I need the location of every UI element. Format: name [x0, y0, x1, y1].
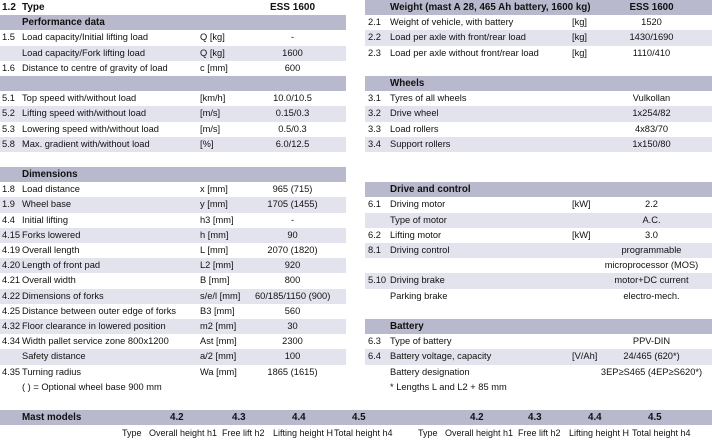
table-row: [365, 334, 712, 349]
row-number: 2.2: [368, 32, 381, 43]
section-header-wheels: [365, 76, 712, 91]
table-row: [365, 197, 712, 212]
row-symbol: [m/s]: [200, 123, 221, 134]
mast-columns-row: [0, 426, 712, 440]
row-unit: [kg]: [572, 32, 587, 43]
row-number: 6.3: [368, 336, 381, 347]
type-header-row: [0, 0, 346, 15]
row-value: 2300: [282, 336, 303, 347]
row-value: 1520: [641, 17, 662, 28]
table-row: [0, 137, 346, 152]
table-row: [365, 106, 712, 121]
table-row: [0, 61, 346, 76]
table-row: [365, 91, 712, 106]
row-value: 10.0/10.5: [273, 93, 312, 104]
column-header: Total height h4: [334, 428, 393, 438]
row-symbol: Wa [mm]: [200, 366, 237, 377]
row-label: Support rollers: [390, 138, 451, 149]
table-row: [0, 197, 346, 212]
row-symbol: h3 [mm]: [200, 214, 234, 225]
spacer-row: [365, 167, 712, 182]
table-row: [0, 273, 346, 288]
row-symbol: c [mm]: [200, 62, 228, 73]
section-divider: [0, 76, 346, 91]
row-value: -: [290, 32, 295, 43]
row-symbol: x [mm]: [200, 184, 228, 195]
column-header: Overall height h1: [149, 428, 218, 438]
row-symbol: m2 [mm]: [200, 320, 237, 331]
table-row: [365, 365, 712, 380]
row-value: 24/465 (620*): [623, 351, 680, 362]
row-value: PPV-DIN: [632, 336, 671, 347]
row-symbol: s/e/l [mm]: [200, 290, 241, 301]
row-value: 1865 (1615): [267, 366, 318, 377]
mast-models-header: [0, 410, 712, 425]
section-header-weight: [365, 0, 712, 15]
table-row: [365, 258, 712, 273]
mast-code: 4.4: [588, 412, 602, 423]
row-label: Driving brake: [390, 275, 445, 286]
table-row: [365, 137, 712, 152]
footnote-text: * Lengths L and L2 + 85 mm: [390, 381, 507, 392]
row-number: 1.8: [2, 184, 15, 195]
row-number: 5.2: [2, 108, 15, 119]
table-row: [365, 243, 712, 258]
section-header-performance: [0, 15, 346, 30]
table-row: [365, 228, 712, 243]
row-value: 90: [287, 229, 298, 240]
row-label: Driving control: [390, 245, 450, 255]
row-number: 1.9: [2, 199, 15, 210]
row-label: Lifting speed with/without load: [22, 108, 147, 119]
right-spec-column: [365, 0, 712, 395]
table-row: [0, 349, 346, 364]
table-row: [365, 349, 712, 364]
row-unit: [V/Ah]: [572, 351, 598, 362]
row-label: Type of motor: [390, 214, 447, 225]
row-value: -: [290, 214, 295, 225]
row-label: Load per axle without front/rear load: [390, 47, 539, 58]
row-number: 5.1: [2, 93, 15, 104]
table-row: [365, 46, 712, 61]
table-row: [0, 365, 346, 380]
table-row: [0, 243, 346, 258]
row-value: 3.0: [645, 229, 658, 240]
spacer-row: [365, 304, 712, 319]
mast-code: 4.2: [170, 412, 184, 423]
section-header-drive: [365, 182, 712, 197]
row-label: Overall length: [22, 245, 80, 255]
table-row: [365, 289, 712, 304]
row-value: 0.5/0.3: [278, 123, 307, 134]
section-title: Performance data: [22, 17, 105, 29]
row-value: 1705 (1455): [267, 199, 318, 210]
column-header: Free lift h2: [222, 428, 265, 438]
table-row: [0, 30, 346, 45]
mast-code: 4.4: [292, 412, 306, 423]
table-row: [0, 228, 346, 243]
row-label: Load per axle with front/rear load: [390, 32, 526, 43]
column-header: Overall height h1: [445, 428, 514, 438]
section-title: Weight (mast A 28, 465 Ah battery, 1600 kg): [390, 2, 591, 13]
row-label: Load distance: [22, 184, 80, 195]
row-label: Tyres of all wheels: [390, 93, 467, 104]
row-symbol: h [mm]: [200, 229, 229, 240]
row-number: 4.35: [2, 366, 21, 377]
row-symbol: a/2 [mm]: [200, 351, 237, 362]
row-symbol: y [mm]: [200, 199, 228, 210]
row-number: 4.19: [2, 245, 21, 255]
footnote-text: ( ) = Optional wheel base 900 mm: [22, 381, 162, 392]
row-number: 4.20: [2, 260, 21, 271]
section-title: Wheels: [390, 77, 425, 89]
row-label: Lifting motor: [390, 229, 442, 240]
row-value: 100: [284, 351, 301, 362]
section-header-battery: [365, 319, 712, 334]
row-number: 6.2: [368, 229, 381, 240]
row-number: 6.4: [368, 351, 381, 362]
row-label: Dimensions of forks: [22, 290, 104, 301]
table-row: [0, 213, 346, 228]
table-row: [0, 258, 346, 273]
table-row: [0, 304, 346, 319]
row-label: Load capacity/Initial lifting load: [22, 32, 149, 43]
spacer-row: [365, 152, 712, 167]
row-number: 4.15: [2, 229, 21, 240]
row-number: 4.22: [2, 290, 21, 301]
table-row: [0, 289, 346, 304]
row-value: 560: [284, 305, 301, 316]
table-row: [0, 182, 346, 197]
row-label: Parking brake: [390, 290, 448, 301]
row-number: 3.1: [368, 93, 381, 104]
row-label: Battery voltage, capacity: [390, 351, 492, 362]
row-value: microprocessor (MOS): [604, 260, 699, 271]
row-number: 4.4: [2, 214, 15, 225]
table-row: [365, 30, 712, 45]
row-symbol: L [mm]: [200, 245, 229, 255]
mast-code: 4.5: [352, 412, 366, 423]
row-number: 1.2: [2, 2, 16, 13]
column-header: Type: [418, 428, 438, 438]
row-unit: [kW]: [572, 199, 591, 210]
row-number: 3.4: [368, 138, 381, 149]
table-row: [365, 15, 712, 30]
row-symbol: Q [kg]: [200, 47, 225, 58]
row-unit: [kg]: [572, 17, 587, 28]
row-label: Distance between outer edge of forks: [22, 305, 177, 316]
table-row: [0, 319, 346, 334]
row-unit: [kg]: [572, 47, 587, 58]
column-header: Lifting height H: [569, 428, 630, 438]
row-number: 5.10: [368, 275, 387, 286]
table-row: [0, 46, 346, 61]
column-header: Free lift h2: [518, 428, 561, 438]
row-number: 5.8: [2, 138, 15, 149]
row-value: electro-mech.: [623, 290, 680, 301]
row-number: 6.1: [368, 199, 381, 210]
row-value: 1x150/80: [632, 138, 671, 149]
row-number: 4.25: [2, 305, 21, 316]
row-label: Floor clearance in lowered position: [22, 320, 166, 331]
row-label: Battery designation: [390, 366, 470, 377]
mast-code: 4.2: [470, 412, 484, 423]
row-label: Distance to centre of gravity of load: [22, 62, 168, 73]
row-label: Turning radius: [22, 366, 82, 377]
row-label: Type of battery: [390, 336, 452, 347]
row-unit: [kW]: [572, 229, 591, 240]
row-value: A.C.: [642, 214, 661, 225]
row-value: 600: [284, 62, 301, 73]
mast-code: 4.5: [648, 412, 662, 423]
column-header: Type: [122, 428, 142, 438]
table-row: [365, 122, 712, 137]
spacer-row: [0, 152, 346, 167]
row-symbol: Q [kg]: [200, 32, 225, 43]
row-value: 965 (715): [272, 184, 313, 195]
row-symbol: [km/h]: [200, 93, 226, 104]
row-label: Safety distance: [22, 351, 86, 362]
mast-code: 4.3: [232, 412, 246, 423]
section-header-dimensions: [0, 167, 346, 182]
row-number: 8.1: [368, 245, 381, 255]
table-row: [365, 213, 712, 228]
spacer-row: [365, 61, 712, 76]
section-title: Battery: [390, 320, 424, 332]
row-value: 0.15/0.3: [275, 108, 310, 119]
row-symbol: B3 [mm]: [200, 305, 235, 316]
row-symbol: B [mm]: [200, 275, 230, 286]
row-number: 4.21: [2, 275, 21, 286]
row-number: 1.5: [2, 32, 15, 43]
model-name: ESS 1600: [269, 2, 316, 13]
row-symbol: [m/s]: [200, 108, 221, 119]
row-value: 1430/1690: [629, 32, 674, 43]
row-number: 4.34: [2, 336, 21, 347]
row-label: Forks lowered: [22, 229, 81, 240]
section-title: Drive and control: [390, 184, 471, 196]
column-header: Lifting height H: [273, 428, 334, 438]
row-label: Length of front pad: [22, 260, 101, 271]
row-value: 60/185/1150 (900): [255, 290, 331, 301]
row-value: 4x83/70: [634, 123, 669, 134]
row-label: Wheel base: [22, 199, 72, 210]
row-label: Lowering speed with/without load: [22, 123, 159, 134]
row-value: 920: [284, 260, 301, 271]
row-label: Overall width: [22, 275, 76, 286]
row-number: 2.1: [368, 17, 381, 28]
left-spec-column: [0, 0, 346, 395]
row-symbol: [%]: [200, 138, 214, 149]
row-symbol: L2 [mm]: [200, 260, 234, 271]
row-number: 5.3: [2, 123, 15, 134]
row-number: 2.3: [368, 47, 381, 58]
table-row: [0, 122, 346, 137]
row-value: 2.2: [645, 199, 658, 210]
row-number: 4.32: [2, 320, 21, 331]
section-title: Dimensions: [22, 169, 78, 181]
footnote-row: [0, 380, 346, 395]
row-value: 30: [287, 320, 298, 331]
row-value: 1x254/82: [632, 108, 671, 119]
mast-code: 4.3: [528, 412, 542, 423]
row-number: 3.3: [368, 123, 381, 134]
footnote-row: [365, 380, 712, 395]
model-name: ESS 1600: [629, 2, 674, 13]
table-row: [365, 273, 712, 288]
row-number: 3.2: [368, 108, 381, 119]
row-value: programmable: [621, 245, 682, 255]
table-row: [0, 106, 346, 121]
row-label: Drive wheel: [390, 108, 439, 119]
row-label: Load capacity/Fork lifting load: [22, 47, 145, 58]
row-value: 1600: [282, 47, 303, 58]
row-value: 1110/410: [632, 47, 671, 58]
row-value: motor+DC current: [614, 275, 689, 286]
row-label: Weight of vehicle, with battery: [390, 17, 514, 28]
row-label: Max. gradient with/without load: [22, 138, 150, 149]
row-number: 1.6: [2, 62, 15, 73]
row-label: Initial lifting: [22, 214, 68, 225]
row-value: 3EP≥S465 (4EP≥S620*): [600, 366, 703, 377]
table-row: [0, 334, 346, 349]
table-row: [0, 91, 346, 106]
row-label: Type: [22, 2, 45, 13]
row-symbol: Ast [mm]: [200, 336, 237, 347]
row-value: 6.0/12.5: [275, 138, 310, 149]
row-label: Top speed with/without load: [22, 93, 137, 104]
column-header: Total height h4: [632, 428, 691, 438]
row-value: Vulkollan: [632, 93, 671, 104]
row-value: 800: [284, 275, 301, 286]
row-label: Width pallet service zone 800x1200: [22, 336, 169, 347]
row-label: Load rollers: [390, 123, 439, 134]
row-label: Driving motor: [390, 199, 446, 210]
row-value: 2070 (1820): [267, 245, 318, 255]
section-title: Mast models: [22, 412, 82, 423]
